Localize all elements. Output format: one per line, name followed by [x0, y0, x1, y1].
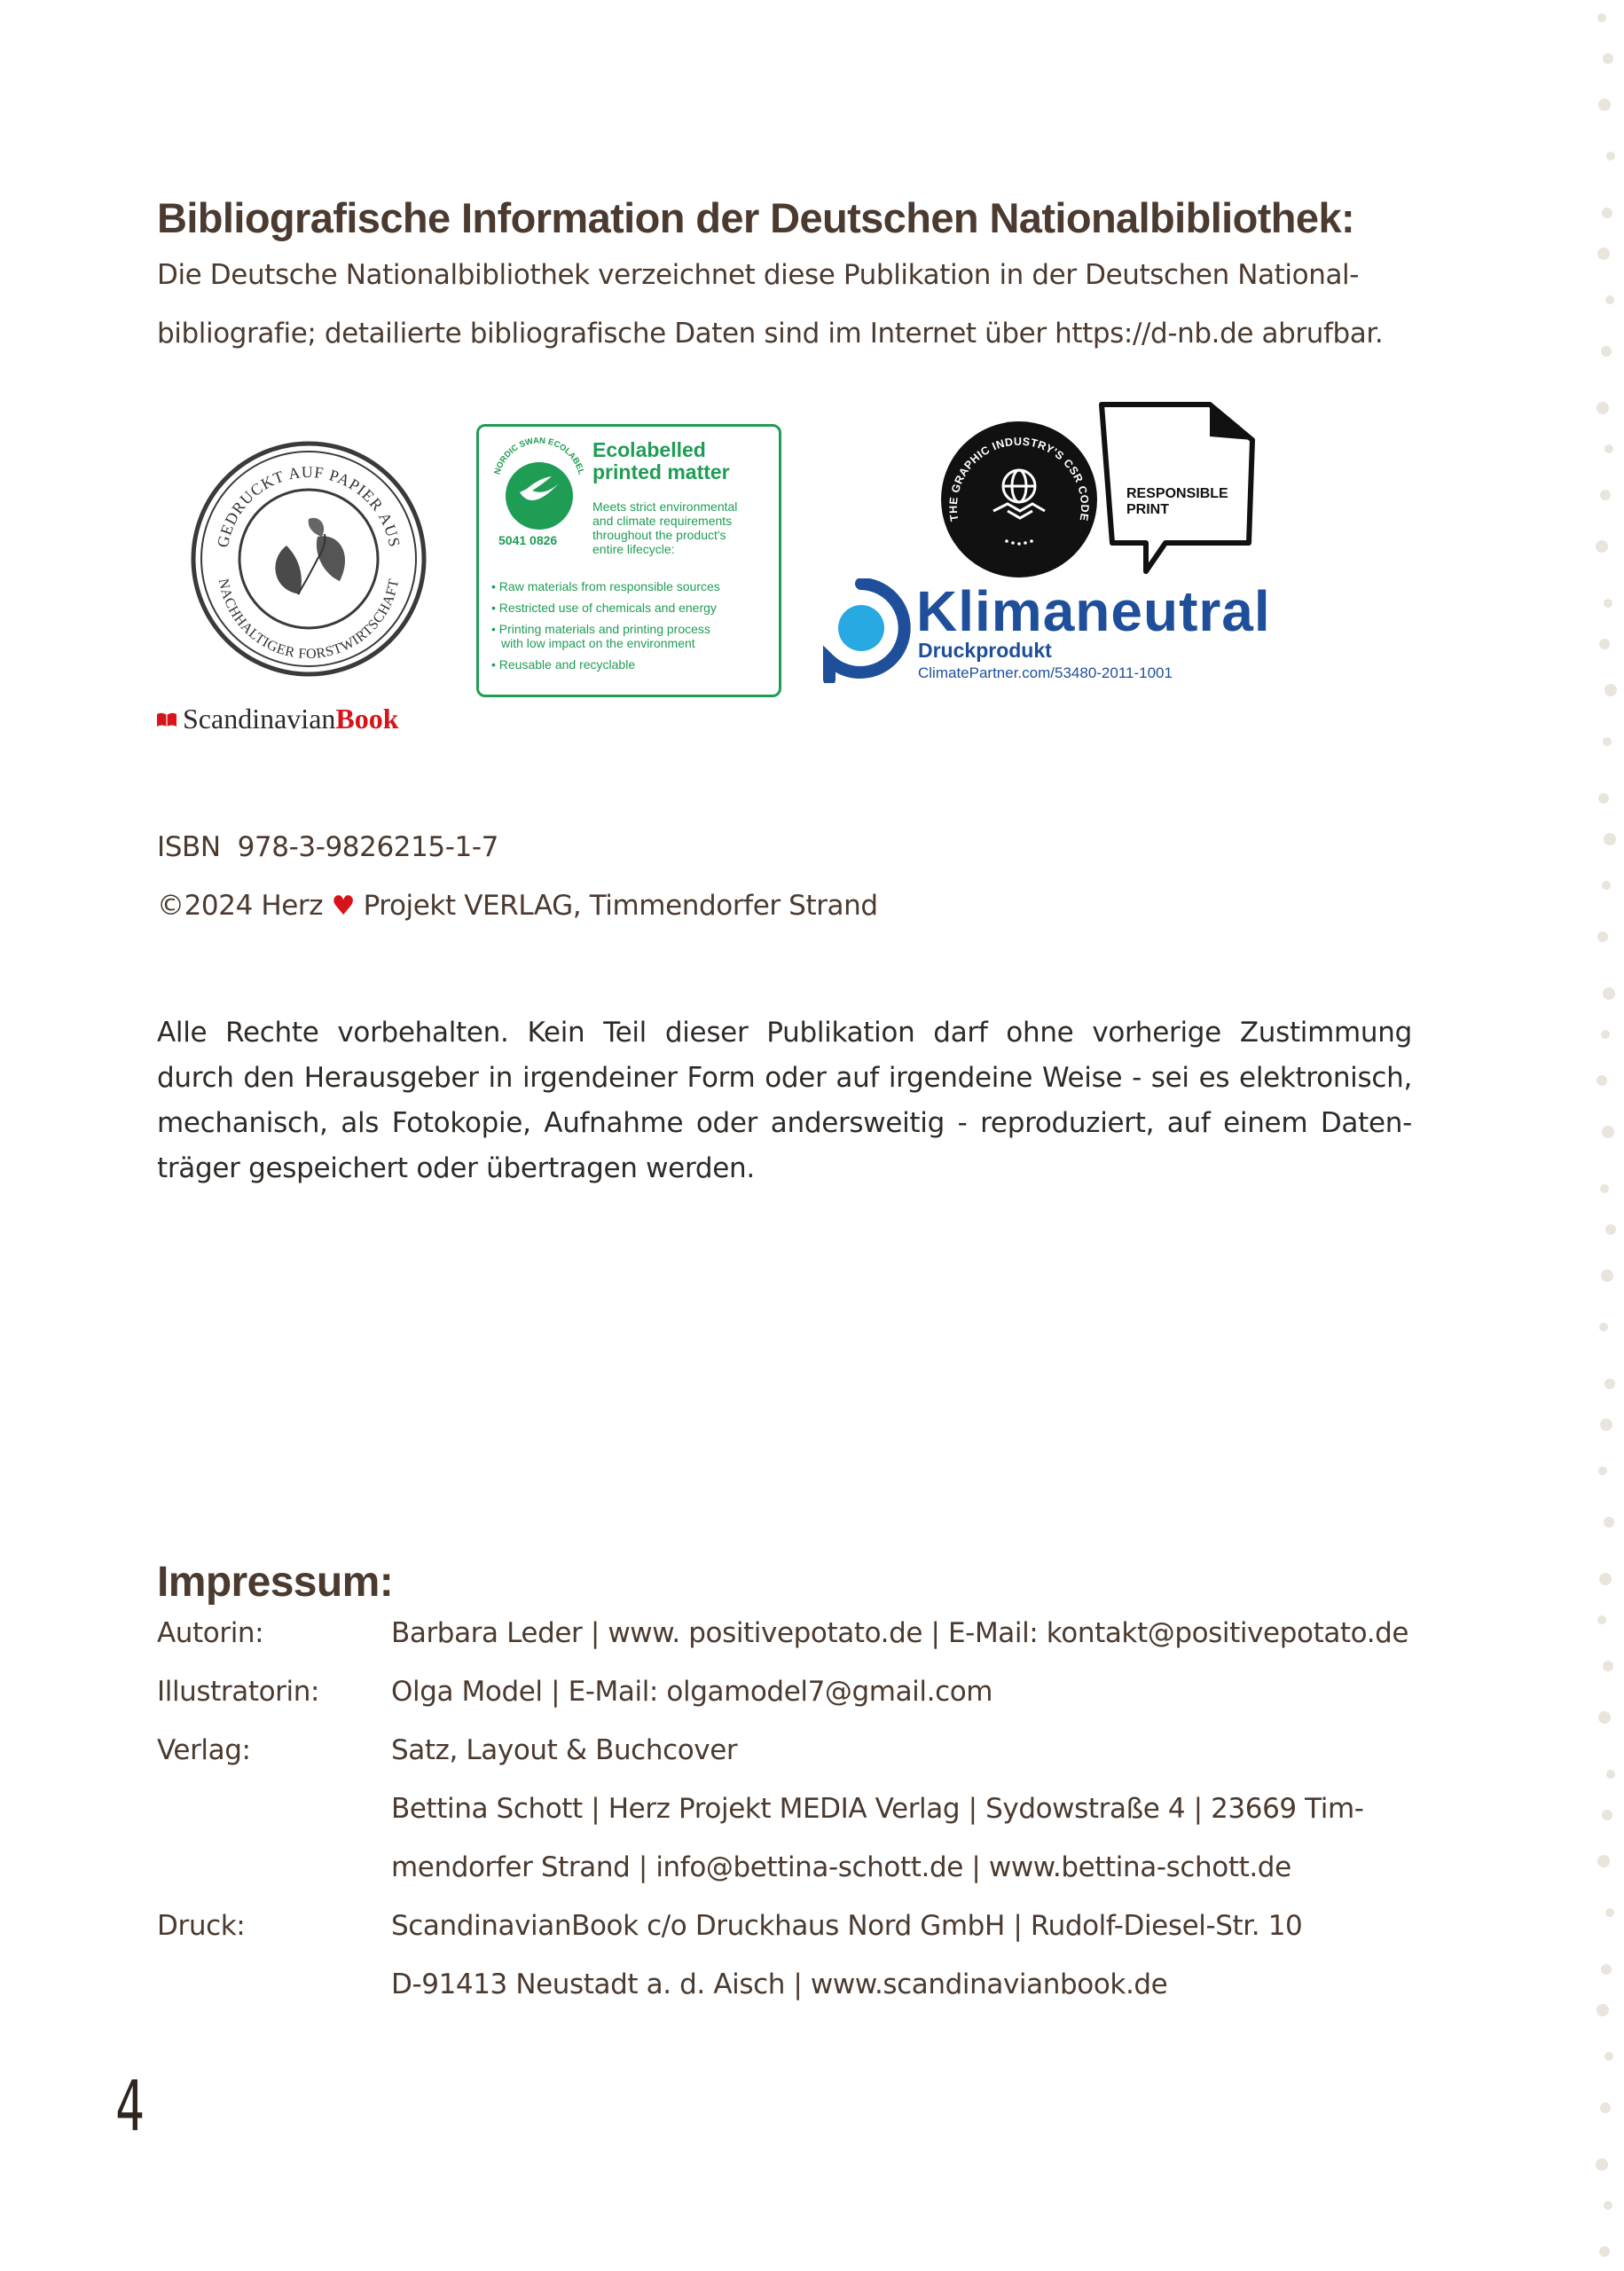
impressum-row	[157, 1734, 1416, 1793]
sustainable-forestry-stamp	[184, 435, 433, 683]
heart-icon: ♥	[331, 891, 356, 922]
page-number: 4	[115, 2067, 145, 2147]
ecolabel-title: Ecolabelled	[592, 438, 706, 461]
impressum-heading: Impressum:	[157, 1559, 394, 1606]
impressum-row	[157, 1968, 1416, 2027]
climate-neutral-subtitle: Druckprodukt	[918, 639, 1052, 662]
rights-line: träger gespeichert oder übertragen werden.	[157, 1152, 755, 1184]
ecolabel-criterion: • Restricted use of chemicals and energy	[491, 601, 720, 615]
impressum-value: Satz, Layout & Buchcover	[391, 1734, 738, 1766]
responsible-print-text	[1126, 486, 1228, 518]
impressum-label: Illustratorin:	[157, 1676, 320, 1708]
responsible-print-line: PRINT	[1126, 502, 1169, 517]
csr-code-badge	[938, 419, 1100, 580]
impressum-label: Autorin:	[157, 1617, 264, 1649]
ecolabel-arc-text: NORDIC SWAN ECOLABEL	[492, 436, 586, 476]
impressum-section	[157, 1558, 1412, 1607]
ecolabel-title: printed matter	[592, 460, 730, 483]
open-book-icon	[156, 711, 177, 727]
ecolabel-description-line: Meets strict environmental	[592, 499, 738, 514]
scandinavian-book-name: Scandinavian	[183, 703, 336, 735]
svg-text:NACHHALTIGER FORSTWIRTSCHAFT	[216, 578, 402, 662]
stamp-top-text: GEDRUCKT AUF PAPIER AUS	[213, 462, 404, 549]
ecolabel-criteria-list	[491, 579, 720, 679]
impressum-value: ScandinavianBook c/o Druckhaus Nord GmbH | Rudolf-Diesel-Str. 10	[391, 1910, 1303, 1942]
bibliography-text	[157, 246, 1412, 363]
ecolabel-license-number: 5041 0826	[498, 533, 558, 547]
scandinavian-book-logo	[156, 703, 399, 735]
copyright-text: ©2024 Herz	[157, 890, 332, 922]
leaves-icon	[275, 518, 345, 594]
rights-section	[157, 1010, 1412, 1191]
bibliography-section	[157, 193, 1412, 363]
impressum-value: Barbara Leder | www. positivepotato.de | E-Mail: kontakt@positivepotato.de	[391, 1617, 1409, 1649]
rights-paragraph	[157, 1010, 1412, 1191]
ecolabel-description-line: entire lifecycle:	[592, 542, 675, 556]
nordic-swan-icon	[486, 432, 592, 538]
isbn-value: 978-3-9826215-1-7	[237, 831, 498, 863]
impressum-value: Olga Model | E-Mail: olgamodel7@gmail.com	[391, 1676, 993, 1708]
impressum-label: Verlag:	[157, 1734, 251, 1766]
ecolabel-criterion: • Printing materials and printing process with low impact on the environment	[491, 622, 720, 650]
bibliography-heading: Bibliografische Information der Deutschen Nationalbibliothek:	[157, 194, 1355, 241]
impressum-row	[157, 1851, 1416, 1910]
climatepartner-icon	[812, 578, 911, 683]
rights-line: durch den Herausgeber in irgendeiner Form oder auf irgendeine Weise - sei es elektronisch,	[157, 1062, 1412, 1094]
copyright-text: Projekt VERLAG, Timmendorfer Strand	[355, 890, 878, 922]
decorative-dot-border	[1571, 0, 1624, 2271]
responsible-print-line: RESPONSIBLE	[1126, 486, 1228, 501]
ecolabel-description-line: throughout the product's	[592, 528, 726, 542]
impressum-value: D-91413 Neustadt a. d. Aisch | www.scandinavianbook.de	[391, 1968, 1168, 2000]
bibliography-line: Die Deutsche Nationalbibliothek verzeichnet diese Publikation in der Deutschen National-	[157, 259, 1360, 291]
nordic-swan-ecolabel	[476, 424, 781, 697]
rights-line: mechanisch, als Fotokopie, Aufnahme oder andersweitig - reproduziert, auf einem Daten-	[157, 1107, 1412, 1139]
climate-neutral-logo	[812, 575, 1291, 690]
impressum-row	[157, 1793, 1416, 1851]
ecolabel-description-line: and climate requirements	[592, 514, 733, 528]
climate-partner-id: ClimatePartner.com/53480-2011-1001	[918, 664, 1173, 681]
scandinavian-book-name-accent: Book	[335, 703, 399, 735]
isbn-label: ISBN	[157, 831, 221, 863]
impressum-row	[157, 1617, 1416, 1676]
stamp-bottom-text: NACHHALTIGER FORSTWIRTSCHAFT	[215, 577, 403, 663]
impressum-row	[157, 1676, 1416, 1734]
impressum-row	[157, 1910, 1416, 1968]
copyright-line	[157, 890, 878, 922]
ecolabel-criterion: • Raw materials from responsible sources	[491, 579, 720, 593]
isbn-line	[157, 831, 498, 863]
ecolabel-description	[592, 499, 775, 556]
impressum-label: Druck:	[157, 1910, 246, 1942]
impressum-table	[157, 1617, 1416, 2027]
rights-line: Alle Rechte vorbehalten. Kein Teil dieser Publikation darf ohne vorherige Zustimmung	[157, 1017, 1412, 1049]
impressum-value: Bettina Schott | Herz Projekt MEDIA Verlag | Sydowstraße 4 | 23669 Tim-	[391, 1793, 1364, 1825]
ecolabel-criterion: • Reusable and recyclable	[491, 657, 720, 672]
climate-neutral-word: Klimaneutral	[916, 579, 1271, 643]
csr-arc-text: THE GRAPHIC INDUSTRY'S CSR CODE	[946, 435, 1092, 523]
bibliography-line: bibliografie; detailierte bibliografische Daten sind im Internet über https://d-nb.de abrufbar.	[157, 318, 1384, 350]
impressum-value: mendorfer Strand | info@bettina-schott.de | www.bettina-schott.de	[391, 1851, 1291, 1883]
